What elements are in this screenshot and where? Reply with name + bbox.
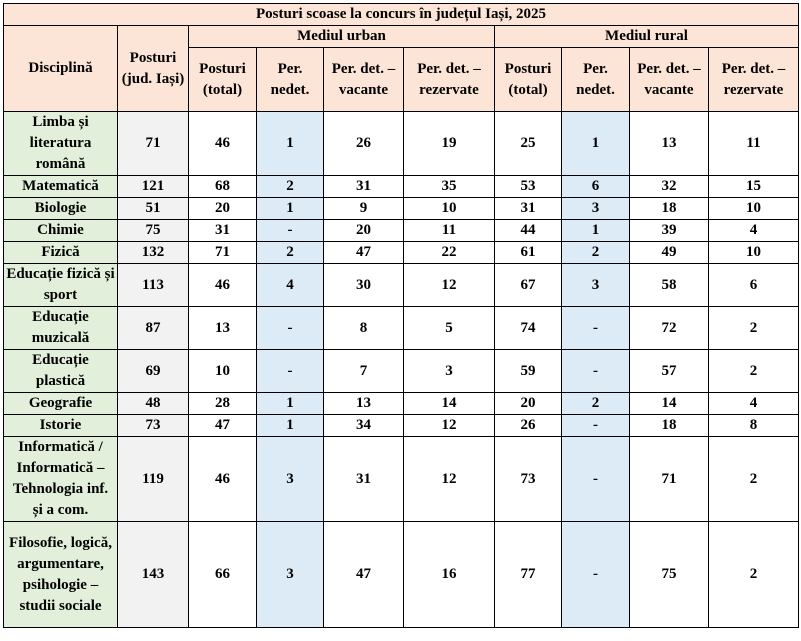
cell-urban-per-det-vacante: 20 [324,220,404,242]
table-row [4,198,799,220]
cell-urban-per-det-rezervate: 11 [404,220,495,242]
postings-table [3,3,799,628]
cell-rural-per-det-vacante: 18 [630,198,709,220]
cell-urban-posturi-total: 46 [189,264,257,307]
header-rural-posturi-total: Posturi (total) [495,48,562,112]
cell-rural-per-det-rezervate: 2 [709,437,799,522]
cell-rural-per-det-vacante: 58 [630,264,709,307]
cell-rural-per-det-vacante: 39 [630,220,709,242]
cell-rural-per-nedet: - [562,437,630,522]
cell-urban-per-det-vacante: 9 [324,198,404,220]
cell-urban-posturi-total: 66 [189,522,257,628]
table-row [4,437,799,522]
cell-rural-posturi-total: 59 [495,350,562,393]
cell-rural-per-nedet: 2 [562,393,630,415]
cell-urban-per-det-vacante: 7 [324,350,404,393]
cell-disciplina: Informatică / Informatică – Tehnologia inf. și a com. [4,437,118,522]
cell-urban-per-det-vacante: 34 [324,415,404,437]
cell-urban-per-det-vacante: 47 [324,522,404,628]
table-row [4,393,799,415]
cell-posturi-jud: 73 [118,415,189,437]
table-row [4,112,799,176]
cell-rural-per-nedet: - [562,307,630,350]
cell-rural-posturi-total: 53 [495,176,562,198]
table-row [4,176,799,198]
cell-urban-per-nedet: 1 [257,415,324,437]
cell-rural-posturi-total: 61 [495,242,562,264]
cell-urban-per-det-vacante: 30 [324,264,404,307]
cell-rural-per-nedet: 3 [562,264,630,307]
cell-urban-posturi-total: 46 [189,437,257,522]
cell-urban-per-nedet: 3 [257,437,324,522]
cell-rural-posturi-total: 25 [495,112,562,176]
header-rural-per-det-vacante: Per. det. – vacante [630,48,709,112]
cell-urban-per-nedet: 1 [257,393,324,415]
cell-posturi-jud: 69 [118,350,189,393]
header-urban-posturi-total: Posturi (total) [189,48,257,112]
cell-disciplina: Matematică [4,176,118,198]
cell-urban-per-nedet: 1 [257,112,324,176]
cell-rural-per-det-rezervate: 10 [709,198,799,220]
cell-urban-per-det-vacante: 26 [324,112,404,176]
cell-rural-per-nedet: 2 [562,242,630,264]
header-rural-per-det-rezervate: Per. det. – rezervate [709,48,799,112]
header-disciplina: Disciplină [4,26,118,112]
header-mediul-urban: Mediul urban [189,26,495,48]
table-row [4,242,799,264]
cell-rural-per-det-vacante: 57 [630,350,709,393]
cell-urban-posturi-total: 28 [189,393,257,415]
cell-urban-per-det-rezervate: 14 [404,393,495,415]
cell-urban-per-det-rezervate: 12 [404,415,495,437]
cell-urban-per-nedet: 4 [257,264,324,307]
cell-rural-posturi-total: 20 [495,393,562,415]
header-mediul-rural: Mediul rural [495,26,799,48]
header-rural-per-nedet: Per. nedet. [562,48,630,112]
cell-urban-per-nedet: - [257,350,324,393]
cell-urban-per-det-rezervate: 3 [404,350,495,393]
cell-rural-per-nedet: 6 [562,176,630,198]
table-row [4,220,799,242]
cell-urban-posturi-total: 47 [189,415,257,437]
header-urban-per-det-vacante: Per. det. – vacante [324,48,404,112]
cell-urban-per-nedet: - [257,220,324,242]
cell-disciplina: Chimie [4,220,118,242]
cell-disciplina: Filosofie, logică, argumentare, psihologie – studii sociale [4,522,118,628]
cell-urban-posturi-total: 10 [189,350,257,393]
cell-rural-per-det-vacante: 13 [630,112,709,176]
cell-urban-per-det-rezervate: 35 [404,176,495,198]
cell-rural-per-det-vacante: 14 [630,393,709,415]
cell-urban-per-det-rezervate: 5 [404,307,495,350]
table-title: Posturi scoase la concurs în județul Iași, 2025 [4,4,799,26]
cell-rural-per-nedet: - [562,522,630,628]
cell-urban-posturi-total: 31 [189,220,257,242]
cell-urban-per-det-rezervate: 12 [404,264,495,307]
cell-posturi-jud: 119 [118,437,189,522]
table-row [4,415,799,437]
cell-urban-per-nedet: 2 [257,242,324,264]
cell-rural-posturi-total: 74 [495,307,562,350]
cell-disciplina: Educație fizică și sport [4,264,118,307]
cell-rural-per-nedet: 1 [562,220,630,242]
cell-rural-per-det-rezervate: 6 [709,264,799,307]
cell-posturi-jud: 113 [118,264,189,307]
header-urban-per-det-rezervate: Per. det. – rezervate [404,48,495,112]
cell-rural-per-det-vacante: 72 [630,307,709,350]
cell-rural-per-det-rezervate: 4 [709,393,799,415]
cell-disciplina: Educație plastică [4,350,118,393]
cell-urban-per-det-rezervate: 19 [404,112,495,176]
cell-disciplina: Istorie [4,415,118,437]
cell-rural-per-det-rezervate: 10 [709,242,799,264]
cell-rural-per-det-rezervate: 4 [709,220,799,242]
cell-disciplina: Limba și literatura română [4,112,118,176]
cell-urban-per-det-vacante: 31 [324,437,404,522]
cell-urban-per-nedet: 2 [257,176,324,198]
cell-urban-per-det-vacante: 47 [324,242,404,264]
cell-posturi-jud: 75 [118,220,189,242]
cell-urban-posturi-total: 71 [189,242,257,264]
cell-urban-posturi-total: 13 [189,307,257,350]
table-row [4,350,799,393]
cell-posturi-jud: 132 [118,242,189,264]
cell-rural-per-det-vacante: 18 [630,415,709,437]
cell-urban-per-det-vacante: 8 [324,307,404,350]
cell-urban-per-det-vacante: 31 [324,176,404,198]
cell-rural-posturi-total: 73 [495,437,562,522]
cell-rural-posturi-total: 44 [495,220,562,242]
cell-rural-per-det-rezervate: 2 [709,522,799,628]
cell-rural-posturi-total: 26 [495,415,562,437]
table-row [4,307,799,350]
cell-urban-posturi-total: 20 [189,198,257,220]
cell-posturi-jud: 87 [118,307,189,350]
cell-rural-per-nedet: - [562,350,630,393]
cell-rural-per-det-vacante: 75 [630,522,709,628]
cell-urban-posturi-total: 46 [189,112,257,176]
cell-rural-per-det-rezervate: 2 [709,307,799,350]
cell-urban-per-det-rezervate: 10 [404,198,495,220]
cell-disciplina: Educație muzicală [4,307,118,350]
cell-rural-per-det-rezervate: 11 [709,112,799,176]
cell-posturi-jud: 121 [118,176,189,198]
header-urban-per-nedet: Per. nedet. [257,48,324,112]
cell-posturi-jud: 143 [118,522,189,628]
table-row [4,522,799,628]
cell-rural-per-det-rezervate: 8 [709,415,799,437]
cell-rural-per-nedet: 3 [562,198,630,220]
cell-posturi-jud: 48 [118,393,189,415]
header-posturi-jud: Posturi (jud. Iași) [118,26,189,112]
cell-rural-per-nedet: - [562,415,630,437]
cell-rural-posturi-total: 77 [495,522,562,628]
cell-rural-per-det-vacante: 71 [630,437,709,522]
cell-urban-per-det-rezervate: 16 [404,522,495,628]
cell-rural-per-det-vacante: 49 [630,242,709,264]
cell-urban-per-nedet: 1 [257,198,324,220]
cell-rural-per-nedet: 1 [562,112,630,176]
cell-urban-posturi-total: 68 [189,176,257,198]
cell-urban-per-det-rezervate: 12 [404,437,495,522]
cell-rural-posturi-total: 67 [495,264,562,307]
cell-posturi-jud: 51 [118,198,189,220]
table-row [4,264,799,307]
cell-urban-per-det-rezervate: 22 [404,242,495,264]
cell-urban-per-det-vacante: 13 [324,393,404,415]
cell-urban-per-nedet: - [257,307,324,350]
cell-disciplina: Biologie [4,198,118,220]
cell-rural-per-det-rezervate: 15 [709,176,799,198]
cell-disciplina: Fizică [4,242,118,264]
cell-rural-per-det-rezervate: 2 [709,350,799,393]
cell-rural-posturi-total: 31 [495,198,562,220]
cell-urban-per-nedet: 3 [257,522,324,628]
cell-disciplina: Geografie [4,393,118,415]
cell-rural-per-det-vacante: 32 [630,176,709,198]
cell-posturi-jud: 71 [118,112,189,176]
